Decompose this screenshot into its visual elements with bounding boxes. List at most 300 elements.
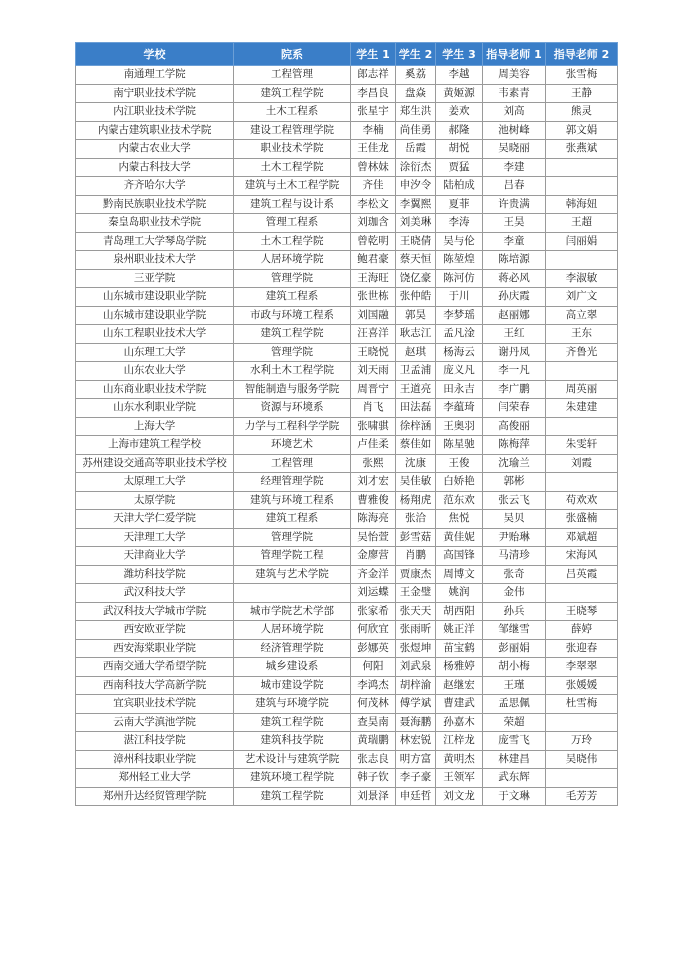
cell-student-2: 申廷哲: [396, 787, 436, 806]
cell-department: 管理学院: [234, 528, 351, 547]
cell-school: 齐齐哈尔大学: [76, 177, 234, 196]
cell-student-3: 曹建武: [436, 695, 483, 714]
cell-student-2: 饶亿豪: [396, 269, 436, 288]
cell-student-2: 郑生洪: [396, 103, 436, 122]
cell-student-3: 胡悦: [436, 140, 483, 159]
cell-advisor-1: 王昊: [483, 214, 546, 233]
cell-advisor-1: 孙庆霞: [483, 288, 546, 307]
cell-school: 泉州职业技术大学: [76, 251, 234, 270]
cell-school: 上海市建筑工程学校: [76, 436, 234, 455]
cell-student-3: 周博文: [436, 565, 483, 584]
cell-student-1: 张熙: [351, 454, 396, 473]
cell-student-3: 江梓龙: [436, 732, 483, 751]
cell-school: 山东商业职业技术学院: [76, 380, 234, 399]
cell-student-2: 徐梓涵: [396, 417, 436, 436]
cell-student-1: 张家希: [351, 602, 396, 621]
cell-school: 武汉科技大学: [76, 584, 234, 603]
cell-school: 秦皇岛职业技术学院: [76, 214, 234, 233]
table-row: [76, 750, 618, 769]
cell-advisor-1: 庞雪飞: [483, 732, 546, 751]
cell-student-1: 何欣宜: [351, 621, 396, 640]
cell-advisor-1: 张云飞: [483, 491, 546, 510]
cell-student-2: 聂海鹏: [396, 713, 436, 732]
cell-school: 内蒙古科技大学: [76, 158, 234, 177]
cell-school: 郑州轻工业大学: [76, 769, 234, 788]
cell-student-3: 黄姬源: [436, 84, 483, 103]
cell-student-1: 汪喜洋: [351, 325, 396, 344]
cell-student-2: 田法磊: [396, 399, 436, 418]
cell-student-3: 田永吉: [436, 380, 483, 399]
cell-student-1: 何阳: [351, 658, 396, 677]
table-row: [76, 547, 618, 566]
table-row: [76, 214, 618, 233]
cell-student-2: 明方富: [396, 750, 436, 769]
cell-student-3: 赵继宏: [436, 676, 483, 695]
student-roster-table: [75, 42, 618, 806]
cell-student-3: 李涛: [436, 214, 483, 233]
table-header: [76, 43, 618, 66]
cell-student-1: 刘运蝶: [351, 584, 396, 603]
cell-school: 三亚学院: [76, 269, 234, 288]
cell-department: 经理管理学院: [234, 473, 351, 492]
cell-student-1: 张世栋: [351, 288, 396, 307]
cell-student-3: 高国锋: [436, 547, 483, 566]
table-row: [76, 584, 618, 603]
cell-advisor-2: 宋海风: [546, 547, 618, 566]
cell-advisor-1: 荣超: [483, 713, 546, 732]
cell-advisor-1: 韦素青: [483, 84, 546, 103]
cell-student-1: 吴怡萱: [351, 528, 396, 547]
cell-school: 青岛理工大学琴岛学院: [76, 232, 234, 251]
cell-advisor-1: 武东辉: [483, 769, 546, 788]
table-row: [76, 602, 618, 621]
table-row: [76, 343, 618, 362]
cell-department: [234, 584, 351, 603]
cell-advisor-1: 胡小梅: [483, 658, 546, 677]
cell-student-3: 孙嘉木: [436, 713, 483, 732]
cell-department: 城乡建设系: [234, 658, 351, 677]
cell-school: 内蒙古农业大学: [76, 140, 234, 159]
cell-department: 管理学院: [234, 269, 351, 288]
header-student-2: 学生 2: [396, 43, 436, 66]
cell-student-1: 刘珈含: [351, 214, 396, 233]
cell-student-2: 肖鹏: [396, 547, 436, 566]
cell-student-3: 孟凡淦: [436, 325, 483, 344]
cell-department: 艺术设计与建筑学院: [234, 750, 351, 769]
cell-department: 管理工程系: [234, 214, 351, 233]
table-row: [76, 140, 618, 159]
cell-student-1: 曹雅俊: [351, 491, 396, 510]
cell-student-2: 盘焱: [396, 84, 436, 103]
cell-student-1: 李昌良: [351, 84, 396, 103]
cell-student-2: 贾康杰: [396, 565, 436, 584]
cell-student-2: 李翼熙: [396, 195, 436, 214]
cell-school: 漳州科技职业学院: [76, 750, 234, 769]
table-row: [76, 325, 618, 344]
cell-advisor-2: 毛芳芳: [546, 787, 618, 806]
cell-advisor-2: 王静: [546, 84, 618, 103]
cell-advisor-2: 刘霞: [546, 454, 618, 473]
cell-school: 天津商业大学: [76, 547, 234, 566]
table-row: [76, 177, 618, 196]
header-advisor-2: 指导老师 2: [546, 43, 618, 66]
cell-advisor-1: 赵丽娜: [483, 306, 546, 325]
cell-student-1: 王晓悦: [351, 343, 396, 362]
cell-student-3: 焦悦: [436, 510, 483, 529]
cell-student-3: 吴与伦: [436, 232, 483, 251]
table-row: [76, 380, 618, 399]
cell-student-3: 陈河仿: [436, 269, 483, 288]
table-row: [76, 121, 618, 140]
cell-department: 建筑工程学院: [234, 325, 351, 344]
cell-student-3: 陈堃煌: [436, 251, 483, 270]
cell-student-2: 赵琪: [396, 343, 436, 362]
cell-advisor-1: 高俊丽: [483, 417, 546, 436]
cell-department: 建筑与土木工程学院: [234, 177, 351, 196]
cell-department: 水利土木工程学院: [234, 362, 351, 381]
cell-advisor-2: [546, 362, 618, 381]
cell-advisor-1: 李童: [483, 232, 546, 251]
cell-student-2: 刘武泉: [396, 658, 436, 677]
cell-department: 管理学院工程: [234, 547, 351, 566]
table-row: [76, 658, 618, 677]
cell-school: 郑州升达经贸管理学院: [76, 787, 234, 806]
cell-department: 建筑科技学院: [234, 732, 351, 751]
cell-advisor-2: 闫丽娟: [546, 232, 618, 251]
cell-student-3: 刘文龙: [436, 787, 483, 806]
cell-student-3: 王领军: [436, 769, 483, 788]
cell-advisor-2: 张迎春: [546, 639, 618, 658]
header-row: [76, 43, 618, 66]
table-row: [76, 787, 618, 806]
cell-advisor-1: 李建: [483, 158, 546, 177]
cell-advisor-1: 郭彬: [483, 473, 546, 492]
cell-advisor-1: 周美容: [483, 66, 546, 85]
cell-student-1: 韩子钦: [351, 769, 396, 788]
cell-student-1: 李松文: [351, 195, 396, 214]
cell-student-2: 王晓倩: [396, 232, 436, 251]
cell-department: 建筑与环境学院: [234, 695, 351, 714]
cell-student-3: 白娇艳: [436, 473, 483, 492]
cell-student-2: 涂衍杰: [396, 158, 436, 177]
cell-student-3: 李越: [436, 66, 483, 85]
cell-student-1: 卢佳柔: [351, 436, 396, 455]
table-row: [76, 528, 618, 547]
cell-advisor-2: [546, 177, 618, 196]
cell-advisor-1: 彭丽娟: [483, 639, 546, 658]
cell-department: 工程管理: [234, 454, 351, 473]
cell-student-3: 陈星驰: [436, 436, 483, 455]
cell-student-2: 张天天: [396, 602, 436, 621]
cell-advisor-2: 韩海妞: [546, 195, 618, 214]
cell-student-1: 张星宇: [351, 103, 396, 122]
table-row: [76, 639, 618, 658]
cell-department: 职业技术学院: [234, 140, 351, 159]
cell-student-3: 李梦瑶: [436, 306, 483, 325]
cell-student-3: 胡西阳: [436, 602, 483, 621]
cell-student-1: 齐金洋: [351, 565, 396, 584]
cell-advisor-2: 张雪梅: [546, 66, 618, 85]
cell-department: 城市学院艺术学部: [234, 602, 351, 621]
cell-advisor-1: 王瑾: [483, 676, 546, 695]
cell-advisor-1: 蒋必风: [483, 269, 546, 288]
table-row: [76, 695, 618, 714]
cell-advisor-2: 李翠翠: [546, 658, 618, 677]
cell-student-2: 岳霞: [396, 140, 436, 159]
cell-school: 西南交通大学希望学院: [76, 658, 234, 677]
cell-department: 土木工程学院: [234, 158, 351, 177]
cell-school: 太原理工大学: [76, 473, 234, 492]
cell-student-2: 沈康: [396, 454, 436, 473]
cell-advisor-1: 孙兵: [483, 602, 546, 621]
cell-department: 力学与工程科学学院: [234, 417, 351, 436]
cell-advisor-1: 林建昌: [483, 750, 546, 769]
cell-student-2: 郭昊: [396, 306, 436, 325]
table-row: [76, 288, 618, 307]
table-row: [76, 399, 618, 418]
cell-student-3: 庞义凡: [436, 362, 483, 381]
cell-student-1: 查昊南: [351, 713, 396, 732]
header-advisor-1: 指导老师 1: [483, 43, 546, 66]
cell-advisor-2: 邓斌超: [546, 528, 618, 547]
table-row: [76, 454, 618, 473]
cell-advisor-2: 苟欢欢: [546, 491, 618, 510]
cell-advisor-1: 孟思佩: [483, 695, 546, 714]
cell-student-1: 张志良: [351, 750, 396, 769]
cell-student-1: 李楠: [351, 121, 396, 140]
cell-student-3: 姜欢: [436, 103, 483, 122]
cell-school: 潍坊科技学院: [76, 565, 234, 584]
table-body: [76, 66, 618, 806]
cell-advisor-2: [546, 473, 618, 492]
cell-student-2: 卫孟浦: [396, 362, 436, 381]
cell-school: 山东城市建设职业学院: [76, 306, 234, 325]
cell-school: 云南大学滇池学院: [76, 713, 234, 732]
cell-advisor-2: 朱建建: [546, 399, 618, 418]
cell-advisor-1: 马清珍: [483, 547, 546, 566]
cell-advisor-1: 许贵满: [483, 195, 546, 214]
cell-advisor-1: 沈瑜兰: [483, 454, 546, 473]
table-row: [76, 510, 618, 529]
cell-department: 人居环境学院: [234, 621, 351, 640]
cell-advisor-2: [546, 251, 618, 270]
cell-student-3: 郝隆: [436, 121, 483, 140]
cell-department: 建筑与环境工程系: [234, 491, 351, 510]
cell-student-1: 鲍君豪: [351, 251, 396, 270]
cell-school: 天津理工大学: [76, 528, 234, 547]
cell-advisor-1: 闫荣春: [483, 399, 546, 418]
cell-department: 建筑工程系: [234, 288, 351, 307]
cell-advisor-2: 张燕斌: [546, 140, 618, 159]
table-row: [76, 491, 618, 510]
cell-student-2: 张煜坤: [396, 639, 436, 658]
cell-department: 建筑工程学院: [234, 713, 351, 732]
cell-student-2: 林宏锐: [396, 732, 436, 751]
table-row: [76, 473, 618, 492]
cell-student-2: 耿志江: [396, 325, 436, 344]
cell-school: 湛江科技学院: [76, 732, 234, 751]
cell-student-3: 王俊: [436, 454, 483, 473]
cell-advisor-2: 周英丽: [546, 380, 618, 399]
cell-student-1: 金廖营: [351, 547, 396, 566]
cell-student-1: 刘才宏: [351, 473, 396, 492]
cell-department: 建筑工程学院: [234, 787, 351, 806]
cell-student-3: 王奥羽: [436, 417, 483, 436]
cell-student-2: 傅学斌: [396, 695, 436, 714]
cell-school: 天津大学仁爱学院: [76, 510, 234, 529]
cell-student-3: 杨雅婷: [436, 658, 483, 677]
cell-student-2: 蔡天恒: [396, 251, 436, 270]
cell-department: 建设工程管理学院: [234, 121, 351, 140]
cell-student-1: 刘天雨: [351, 362, 396, 381]
cell-advisor-2: 李淑敏: [546, 269, 618, 288]
cell-student-1: 王海旺: [351, 269, 396, 288]
cell-school: 上海大学: [76, 417, 234, 436]
cell-student-1: 陈海亮: [351, 510, 396, 529]
cell-student-2: 杨翔虎: [396, 491, 436, 510]
cell-school: 太原学院: [76, 491, 234, 510]
cell-student-3: 黄佳妮: [436, 528, 483, 547]
cell-advisor-1: 李一凡: [483, 362, 546, 381]
cell-school: 苏州建设交通高等职业技术学校: [76, 454, 234, 473]
cell-advisor-2: 王东: [546, 325, 618, 344]
header-student-1: 学生 1: [351, 43, 396, 66]
cell-advisor-2: 张盛楠: [546, 510, 618, 529]
cell-student-2: 张仲皓: [396, 288, 436, 307]
cell-advisor-1: 陈梅萍: [483, 436, 546, 455]
cell-department: 建筑环境工程学院: [234, 769, 351, 788]
cell-student-3: 杨海云: [436, 343, 483, 362]
cell-school: 南宁职业技术学院: [76, 84, 234, 103]
table-row: [76, 158, 618, 177]
table-row: [76, 676, 618, 695]
cell-department: 经济管理学院: [234, 639, 351, 658]
cell-student-1: 何茂林: [351, 695, 396, 714]
cell-student-1: 刘国融: [351, 306, 396, 325]
cell-student-3: 姚润: [436, 584, 483, 603]
cell-department: 城市建设学院: [234, 676, 351, 695]
cell-student-3: 陆柏成: [436, 177, 483, 196]
table-row: [76, 195, 618, 214]
table-row: [76, 732, 618, 751]
cell-student-2: 王道亮: [396, 380, 436, 399]
cell-student-2: 申汐令: [396, 177, 436, 196]
table-row: [76, 306, 618, 325]
cell-school: 西南科技大学高新学院: [76, 676, 234, 695]
cell-advisor-2: 朱雯轩: [546, 436, 618, 455]
cell-school: 宜宾职业技术学院: [76, 695, 234, 714]
cell-advisor-2: 熊灵: [546, 103, 618, 122]
cell-advisor-1: 吴贝: [483, 510, 546, 529]
cell-student-2: 奚荔: [396, 66, 436, 85]
cell-department: 建筑与艺术学院: [234, 565, 351, 584]
cell-advisor-1: 于文琳: [483, 787, 546, 806]
cell-school: 山东城市建设职业学院: [76, 288, 234, 307]
cell-advisor-1: 尹贻琳: [483, 528, 546, 547]
table-row: [76, 269, 618, 288]
cell-student-2: 李子豪: [396, 769, 436, 788]
cell-student-3: 黄明杰: [436, 750, 483, 769]
cell-student-1: 曾林妹: [351, 158, 396, 177]
cell-department: 环境艺术: [234, 436, 351, 455]
table-row: [76, 417, 618, 436]
cell-advisor-2: 郭文娟: [546, 121, 618, 140]
cell-advisor-1: 王红: [483, 325, 546, 344]
cell-advisor-2: 王晓琴: [546, 602, 618, 621]
table-row: [76, 621, 618, 640]
cell-advisor-2: 吴晓伟: [546, 750, 618, 769]
cell-student-3: 范东欢: [436, 491, 483, 510]
cell-student-3: 于川: [436, 288, 483, 307]
cell-student-1: 王佳龙: [351, 140, 396, 159]
cell-advisor-1: 李广鹏: [483, 380, 546, 399]
table-row: [76, 232, 618, 251]
cell-advisor-2: 齐鲁光: [546, 343, 618, 362]
cell-advisor-2: 杜雪梅: [546, 695, 618, 714]
cell-department: 建筑工程与设计系: [234, 195, 351, 214]
cell-student-1: 刘景泽: [351, 787, 396, 806]
cell-student-2: 王金璧: [396, 584, 436, 603]
cell-advisor-1: 陈培源: [483, 251, 546, 270]
cell-student-2: 张雨昕: [396, 621, 436, 640]
cell-student-2: 张洽: [396, 510, 436, 529]
cell-school: 黔南民族职业技术学院: [76, 195, 234, 214]
header-student-3: 学生 3: [436, 43, 483, 66]
cell-student-3: 夏菲: [436, 195, 483, 214]
cell-student-2: 刘美琳: [396, 214, 436, 233]
cell-student-1: 彭娜英: [351, 639, 396, 658]
cell-department: 土木工程系: [234, 103, 351, 122]
cell-student-2: 尚佳勇: [396, 121, 436, 140]
table-row: [76, 251, 618, 270]
cell-advisor-1: 金伟: [483, 584, 546, 603]
cell-student-1: 李鸿杰: [351, 676, 396, 695]
table-row: [76, 362, 618, 381]
cell-advisor-1: 刘高: [483, 103, 546, 122]
table-row: [76, 84, 618, 103]
cell-department: 资源与环境系: [234, 399, 351, 418]
cell-advisor-1: 池树峰: [483, 121, 546, 140]
cell-advisor-2: 王超: [546, 214, 618, 233]
cell-advisor-2: 吕英霞: [546, 565, 618, 584]
table-row: [76, 713, 618, 732]
header-department: 院系: [234, 43, 351, 66]
cell-student-2: 蔡佳如: [396, 436, 436, 455]
cell-advisor-2: 万玲: [546, 732, 618, 751]
cell-student-2: 彭雪菇: [396, 528, 436, 547]
cell-department: 建筑工程系: [234, 510, 351, 529]
cell-student-1: 肖飞: [351, 399, 396, 418]
cell-student-1: 齐佳: [351, 177, 396, 196]
cell-student-2: 胡梓渝: [396, 676, 436, 695]
cell-department: 建筑工程学院: [234, 84, 351, 103]
cell-advisor-1: 邹继雪: [483, 621, 546, 640]
cell-advisor-1: 吕春: [483, 177, 546, 196]
cell-student-1: 黄瑞鹏: [351, 732, 396, 751]
table-row: [76, 769, 618, 788]
cell-school: 西安海棠职业学院: [76, 639, 234, 658]
cell-advisor-2: 刘广文: [546, 288, 618, 307]
table-row: [76, 66, 618, 85]
cell-advisor-2: [546, 584, 618, 603]
cell-school: 武汉科技大学城市学院: [76, 602, 234, 621]
cell-advisor-2: [546, 769, 618, 788]
cell-student-3: 苗宝鹤: [436, 639, 483, 658]
cell-department: 工程管理: [234, 66, 351, 85]
cell-school: 山东农业大学: [76, 362, 234, 381]
table-row: [76, 565, 618, 584]
cell-department: 市政与环境工程系: [234, 306, 351, 325]
